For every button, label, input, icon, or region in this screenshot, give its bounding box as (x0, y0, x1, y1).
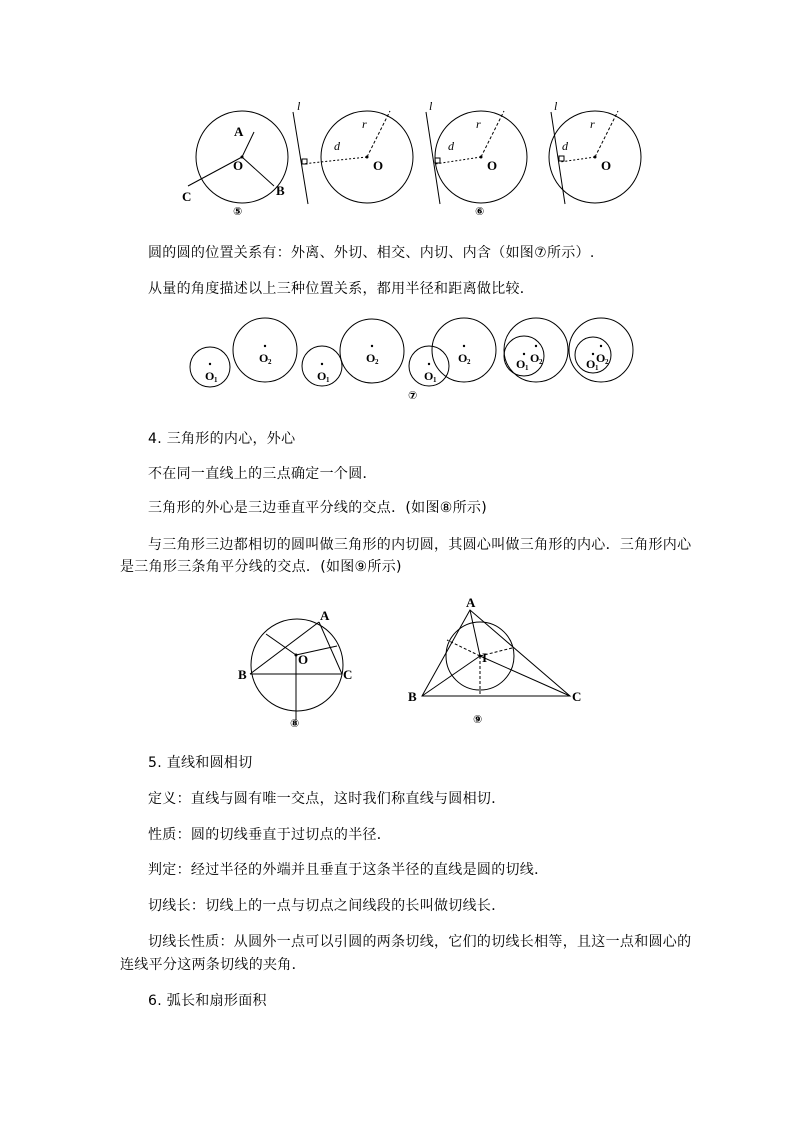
figure-5-6 (0, 0, 794, 230)
fig7-sub2-a: 2 (268, 358, 272, 366)
fig5-label-c: C (182, 189, 192, 204)
fig9-number: ⑨ (473, 713, 483, 726)
fig7-sub2-b: 2 (375, 358, 379, 366)
fig5-label-a: A (234, 124, 244, 139)
fig7-label-o2-b: O (366, 351, 376, 365)
fig6a-label-l: l (297, 99, 301, 113)
fig7-label-o1-e: O (586, 357, 596, 371)
fig6a-label-r: r (362, 117, 367, 131)
fig5-label-o: O (233, 158, 244, 173)
text-incircle-line2: 是三角形三条角平分线的交点．(如图⑨所示) (120, 559, 402, 575)
fig6c-label-d: d (562, 139, 568, 153)
fig7-sub2-e: 2 (605, 358, 609, 366)
fig7-sub2-d: 2 (539, 358, 543, 366)
fig7-label-o2-d: O (530, 351, 540, 365)
fig8-label-o: O (298, 652, 309, 667)
fig6b-label-o: O (487, 158, 498, 173)
fig6c-label-l: l (554, 99, 558, 113)
fig8-label-b: B (238, 667, 247, 682)
fig6c-label-o: O (601, 158, 612, 173)
fig9-triangle (422, 610, 570, 696)
fig6a-label-o: O (373, 158, 384, 173)
text-definition: 定义：直线与圆有唯一交点，这时我们称直线与圆相切． (148, 791, 506, 807)
fig7-sub1-a: 1 (214, 376, 218, 384)
figure-8-9 (0, 590, 794, 740)
text-criterion: 判定：经过半径的外端并且垂直于这条半径的直线是圆的切线． (148, 862, 549, 878)
heading-incenter-circumcenter: 4. 三角形的内心，外心 (148, 431, 296, 447)
text-tangent-length: 切线长：切线上的一点与切点之间线段的长叫做切线长． (148, 898, 506, 914)
fig7-sub1-e: 1 (595, 364, 599, 372)
text-positional-relations: 圆的圆的位置关系有：外离、外切、相交、内切、内含（如图⑦所示）. (148, 245, 595, 261)
fig7-sub1-c: 1 (433, 376, 437, 384)
text-incircle-line1: 与三角形三边都相切的圆叫做三角形的内切圆，其圆心叫做三角形的内心．三角形内心 (148, 537, 692, 553)
fig8-label-a: A (320, 608, 330, 623)
fig7-sub2-c: 2 (467, 358, 471, 366)
fig5-label-b: B (276, 183, 285, 198)
fig7-number: ⑦ (408, 389, 418, 402)
fig8-label-c: C (343, 667, 353, 682)
fig6a-label-d: d (334, 139, 340, 153)
fig7-label-o1-d: O (516, 357, 526, 371)
fig6b-label-r: r (476, 117, 481, 131)
heading-tangent: 5. 直线和圆相切 (148, 755, 253, 771)
heading-arc-sector: 6. 弧长和扇形面积 (148, 993, 267, 1009)
fig6a-line-l (293, 112, 308, 204)
fig9-label-i: I (482, 650, 488, 665)
fig6b-label-l: l (429, 99, 433, 113)
fig7-sub1-b: 1 (326, 376, 330, 384)
fig8-circle (251, 619, 343, 711)
fig7-label-o1-c: O (424, 369, 434, 383)
fig7-sub1-d: 1 (525, 364, 529, 372)
fig6b-label-d: d (448, 139, 454, 153)
text-circumcenter: 三角形的外心是三边垂直平分线的交点．(如图⑧所示) (148, 500, 487, 516)
fig8-number: ⑧ (290, 717, 300, 730)
text-tangent-length-property-line1: 切线长性质：从圆外一点可以引圆的两条切线，它们的切线长相等，且这一点和圆心的 (148, 934, 692, 950)
fig6-number: ⑥ (475, 205, 485, 218)
fig7-label-o2-c: O (458, 351, 468, 365)
text-tangent-length-property-line2: 连线平分这两条切线的夹角． (120, 957, 306, 973)
fig7-label-o2-e: O (596, 351, 606, 365)
fig7-label-o1-b: O (317, 369, 327, 383)
fig6c-label-r: r (590, 117, 595, 131)
text-property: 性质：圆的切线垂直于过切点的半径． (148, 827, 392, 843)
figure-7 (0, 300, 794, 410)
fig9-label-b: B (408, 689, 417, 704)
fig9-label-a: A (466, 595, 476, 610)
text-three-points-circle: 不在同一直线上的三点确定一个圆． (148, 466, 377, 482)
fig9-label-c: C (572, 689, 582, 704)
text-quantitative-description: 从量的角度描述以上三种位置关系，都用半径和距离做比较． (148, 281, 535, 297)
fig5-number: ⑤ (233, 205, 243, 218)
fig7-label-o1-a: O (205, 369, 215, 383)
fig7-label-o2-a: O (259, 351, 269, 365)
